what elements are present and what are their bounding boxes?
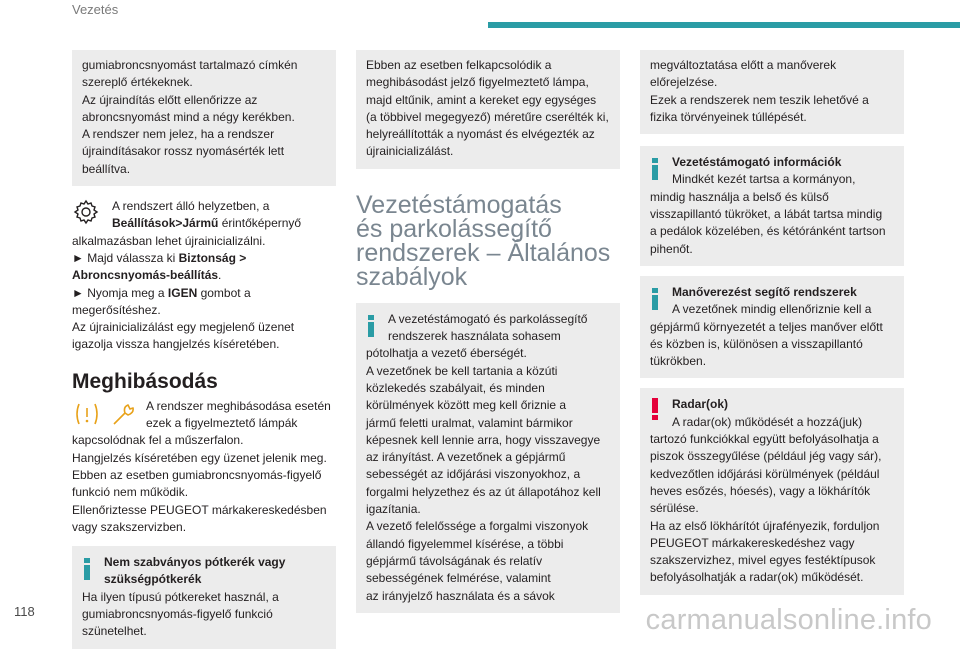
spare-wheel-note — [72, 546, 336, 648]
continuation-box — [640, 50, 904, 134]
fault-section — [72, 398, 336, 536]
text-line: megerősítéshez. — [72, 302, 161, 317]
column-3 — [640, 50, 904, 605]
text-line: piszok összegyűlése (például jég vagy sár), — [650, 449, 882, 464]
text-line: Ebben az esetben felkapcsolódik a — [366, 58, 552, 72]
text-line: közlekedés szabályait, és minden — [366, 380, 545, 395]
text-line: Ha az első lökhárítót újrafényezik, forduljon — [650, 518, 880, 533]
text-line: alkalmazásban lehet újrainicializálni. — [72, 233, 266, 248]
text-line: ► Nyomja meg a IGEN gombot a — [72, 285, 251, 300]
info-icon — [368, 315, 374, 337]
text-line: funkció nem működik. — [72, 485, 189, 500]
driving-aids-note — [356, 303, 620, 613]
text-line: gumiabroncsnyomás-figyelő funkció — [82, 607, 273, 622]
text-line: jármű feletti uralmat, valamint bármikor — [366, 415, 573, 430]
text-line: A radar(ok) működését a hozzá(juk) — [672, 414, 863, 429]
column-2 — [356, 50, 620, 623]
text-line: ezek a figyelmeztető lámpák — [146, 416, 298, 431]
text-line: és közben is, különösen a visszapillantó — [650, 336, 863, 351]
text-line: Ellenőriztesse PEUGEOT márkakereskedésben — [72, 502, 327, 517]
fault-heading: Meghibásodás — [72, 369, 218, 393]
watermark: carmanualsonline.info — [645, 604, 932, 636]
text-line: szünetelhet. — [82, 624, 147, 639]
text-line: A vezetőnek be kell tartania a közúti — [366, 363, 558, 378]
text-line: forgalmi helyzethez és az út állapotához kell — [366, 484, 601, 499]
heading-line: Vezetéstámogatás — [356, 190, 562, 219]
settings-instructions — [72, 198, 336, 354]
service-wrench-icon — [108, 400, 138, 428]
text-line: szereplő értékeknek. — [82, 75, 193, 90]
text-line: szakszervizhez, mivel egyes festéktípusok — [650, 553, 876, 568]
driving-info-note — [640, 146, 904, 266]
text-line: A rendszert álló helyzetben, a — [112, 199, 270, 214]
reset-continuation-box — [356, 50, 620, 169]
heading-line: szabályok — [356, 262, 468, 291]
text-line: igazolja vissza hangjelzés kíséretében. — [72, 337, 280, 352]
text-line: visszapillantó tükröket, a lábát tartsa mindig — [650, 207, 883, 222]
text-line: heves esőzés, hóesés), vagy a lökhárítók — [650, 483, 871, 498]
driving-aids-heading — [356, 190, 620, 291]
text-line: sebességét az időjárási viszonyokhoz, a — [366, 467, 581, 482]
text-line: rendszerek használata sohasem — [388, 329, 561, 344]
text-line: gépjármű környezetét a teljes manőver előtt — [650, 319, 883, 334]
tire-reset-notice-box — [72, 50, 336, 186]
text-line: fizika törvényeinek túllépését. — [650, 109, 807, 124]
gear-icon — [72, 198, 100, 226]
section-title: Vezetés — [72, 2, 119, 17]
note-title: Nem szabványos pótkerék vagy — [104, 555, 286, 570]
text-line: Abroncsnyomás-beállítás. — [72, 268, 222, 283]
text-line: beállítva. — [82, 161, 131, 176]
text-line: Ha ilyen típusú pótkereket használ, a — [82, 589, 279, 604]
text-line: képesnek kell lennie arra, hogy visszavegye — [366, 432, 601, 447]
radar-warning-note — [640, 388, 904, 594]
text-line: gumiabroncsnyomást tartalmazó címkén — [82, 58, 298, 72]
text-line: Ezek a rendszerek nem teszik lehetővé a — [650, 92, 869, 107]
manoeuvre-note — [640, 276, 904, 378]
text-line: Az újrainicializálást egy megjelenő üzenet — [72, 320, 295, 335]
column-1 — [72, 50, 336, 659]
text-line: újrainicializálást. — [366, 144, 454, 159]
text-line: gépjármű távolságának és relatív — [366, 553, 543, 568]
text-line: előrejelzése. — [650, 75, 718, 90]
text-line: az irányítást. A vezetőnek a gépjármű — [366, 450, 566, 465]
text-line: majd eltűnik, amint a kereket egy egységes — [366, 92, 597, 107]
text-line: körülmények között meg kell őriznie a — [366, 398, 567, 413]
text-line: az irányjelző használata és a sávok — [366, 588, 555, 603]
text-line: A rendszer nem jelez, ha a rendszer — [82, 127, 275, 142]
warning-exclamation-icon — [652, 398, 658, 420]
text-line: ► Majd válassza ki Biztonság > — [72, 250, 247, 265]
text-line: Mindkét kezét tartsa a kormányon, — [672, 172, 856, 187]
text-line: újraindításakor rossz nyomásérték lett — [82, 144, 285, 159]
text-line: sérülése. — [650, 501, 699, 516]
text-line: Beállítások>Jármű érintőképernyő — [112, 216, 302, 231]
heading-line: rendszerek – Általános — [356, 238, 611, 267]
text-line: Ebben az esetben gumiabroncsnyomás-figyelő — [72, 467, 322, 482]
text-line: Az újraindítás előtt ellenőrizze az — [82, 92, 258, 107]
text-line: tartozó funkciókkal együtt befolyásolhatja a — [650, 432, 879, 447]
text-line: a pedálok közelében, és kétóránként tartson — [650, 224, 886, 239]
page-number: 118 — [14, 604, 35, 619]
text-line: tükrökben. — [650, 354, 707, 369]
text-line: vagy szakszervizben. — [72, 519, 187, 534]
text-line: kapcsolódnak fel a műszerfalon. — [72, 433, 244, 448]
text-line: abroncsnyomást mind a négy kerékben. — [82, 109, 295, 124]
text-line: A vezető felelőssége a forgalmi viszonyok — [366, 519, 589, 534]
text-line: PEUGEOT márkakereskedéshez vagy — [650, 535, 855, 550]
header-accent-bar — [488, 22, 960, 28]
note-title: Vezetéstámogató információk — [672, 155, 842, 170]
note-title: Manőverezést segítő rendszerek — [672, 284, 857, 299]
info-icon — [652, 288, 658, 310]
text-line: mindig használja a belső és külső — [650, 189, 829, 204]
text-line: (a többivel megegyező) méretűre cserélték ki, — [366, 109, 609, 124]
text-line: kedvezőtlen időjárási körülmények (például — [650, 466, 880, 481]
text-line: helyreállították a nyomást és elvégezték az — [366, 127, 595, 142]
text-line: igazítania. — [366, 502, 421, 517]
text-line: pótolhatja a vezető éberségét. — [366, 346, 527, 361]
text-line: A rendszer meghibásodása esetén — [146, 398, 331, 413]
text-line: pihenőt. — [650, 241, 693, 256]
text-line: sebességének felmérése, valamint — [366, 571, 551, 586]
text-line: meghibásodást jelző figyelmeztető lámpa, — [366, 75, 589, 90]
heading-line: és parkolássegítő — [356, 214, 552, 243]
text-line: A vezetőnek mindig ellenőriznie kell a — [672, 302, 872, 317]
text-line: Hangjelzés kíséretében egy üzenet jelenik meg. — [72, 450, 327, 465]
note-title: szükségpótkerék — [104, 572, 202, 587]
text-line: A vezetéstámogató és parkolássegítő — [388, 311, 588, 326]
text-line: állandó figyelemmel kísérése, a többi — [366, 536, 564, 551]
text-line: megváltoztatása előtt a manőverek — [650, 58, 837, 72]
tire-warning-icon — [72, 400, 102, 428]
note-title: Radar(ok) — [672, 397, 729, 412]
info-icon — [84, 558, 90, 580]
info-icon — [652, 158, 658, 180]
text-line: befolyásolhatják a radar(ok) működését. — [650, 570, 864, 585]
